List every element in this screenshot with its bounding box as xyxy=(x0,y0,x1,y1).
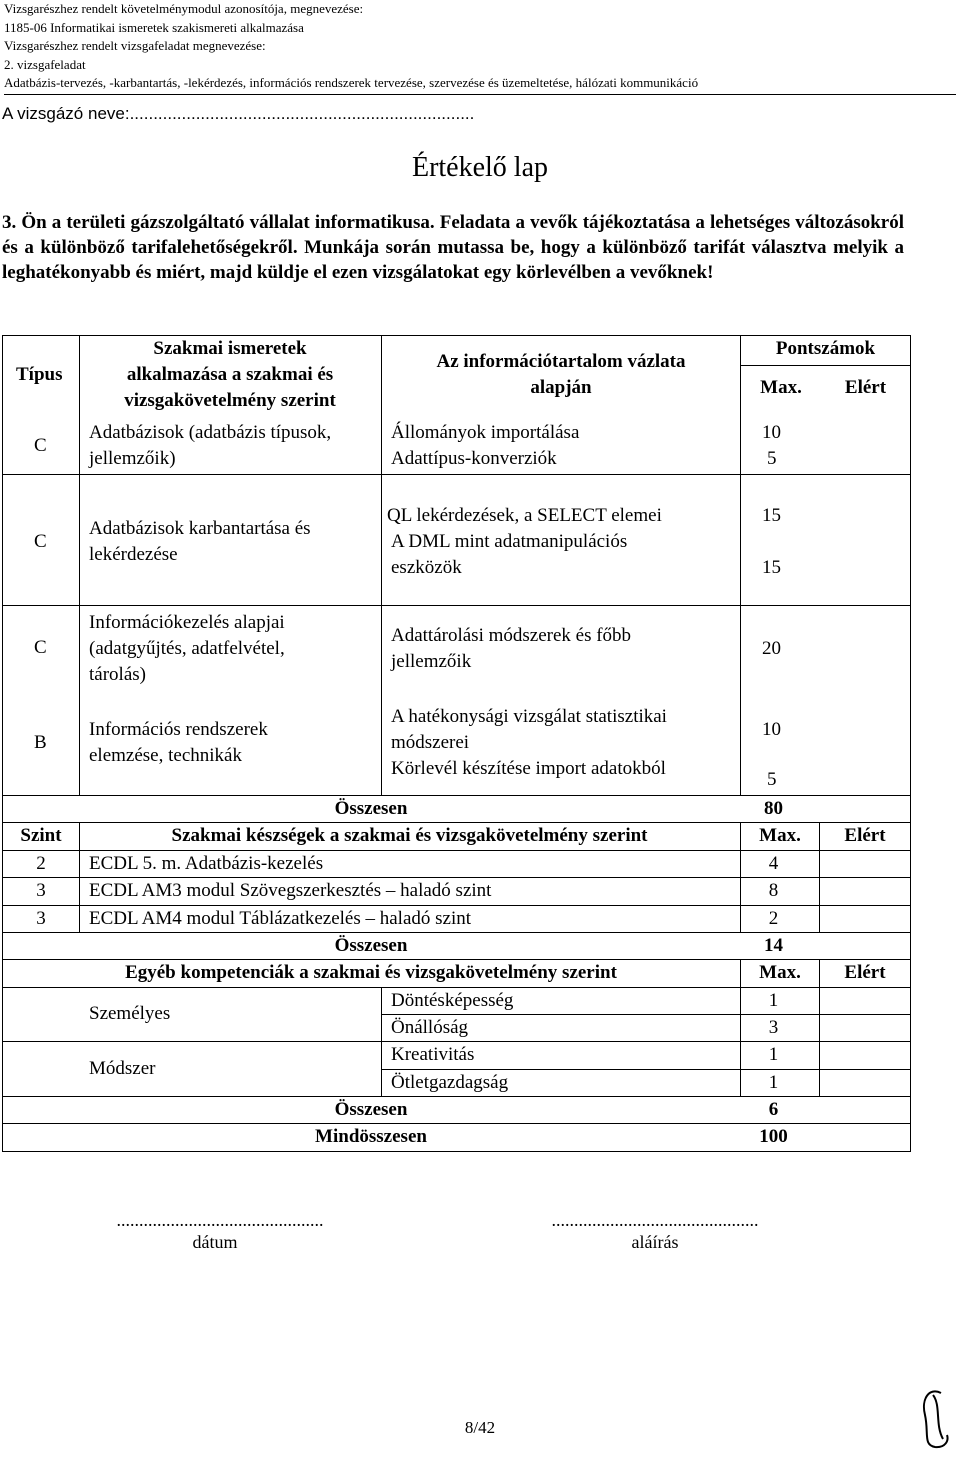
header-rule xyxy=(4,94,956,95)
table-line xyxy=(381,335,382,795)
signature-line: .............................................. xyxy=(551,1210,759,1230)
table-line xyxy=(2,1151,911,1152)
row-max: 15 xyxy=(762,505,781,526)
sum-label: Összesen xyxy=(334,1099,408,1120)
row-desc: Adatbázisok karbantartása és xyxy=(89,518,311,539)
col-header-pontszamok: Pontszámok xyxy=(775,338,876,359)
skill-max: 2 xyxy=(768,908,779,929)
competency-item: Ötletgazdagság xyxy=(391,1072,509,1093)
row-max: 15 xyxy=(762,557,781,578)
col-header-elert: Elért xyxy=(844,962,886,983)
col-header-szakmai: alkalmazása a szakmai és xyxy=(126,364,334,385)
col-header-szakmai: vizsgakövetelmény szerint xyxy=(124,390,336,411)
row-desc: Adatbázisok (adatbázis típusok, xyxy=(89,422,332,443)
competency-max: 1 xyxy=(768,1044,779,1065)
col-header-max: Max. xyxy=(759,962,801,983)
col-header-elert: Elért xyxy=(844,825,886,846)
table-line xyxy=(79,335,80,795)
skill-label: ECDL 5. m. Adatbázis-kezelés xyxy=(89,853,324,874)
sum-label: Összesen xyxy=(334,935,408,956)
total-label: Mindösszesen xyxy=(315,1126,427,1147)
row-desc: tárolás) xyxy=(89,664,146,685)
row-info: Körlevél készítése import adatokból xyxy=(391,758,666,779)
row-desc: elemzése, technikák xyxy=(89,745,242,766)
col-header-max: Max. xyxy=(760,377,802,398)
row-max: 10 xyxy=(762,719,781,740)
competency-max: 1 xyxy=(768,990,779,1011)
competency-group: Személyes xyxy=(89,1003,171,1024)
table-line xyxy=(910,335,911,1152)
col-header-info: Az információtartalom vázlata xyxy=(436,351,686,372)
row-max: 5 xyxy=(767,769,777,790)
skill-level: 2 xyxy=(36,853,46,874)
row-desc: jellemzőik) xyxy=(89,448,176,469)
row-tipus: C xyxy=(34,435,47,456)
row-desc: Információkezelés alapjai xyxy=(89,612,285,633)
header-line: Adatbázis-tervezés, -karbantartás, -lekérdezés, információs rendszerek tervezése, szervezése és üzemeltetése, hálózati kommunikáció xyxy=(4,75,699,90)
row-tipus: C xyxy=(34,637,47,658)
row-info: QL lekérdezések, a SELECT elemei xyxy=(387,505,662,526)
sum-value: 80 xyxy=(764,798,783,819)
sum-value: 6 xyxy=(768,1099,779,1120)
skill-label: ECDL AM4 modul Táblázatkezelés – haladó szint xyxy=(89,908,472,929)
col-header-szakmai: Szakmai ismeretek xyxy=(153,338,307,359)
task-description: 3. Ön a területi gázszolgáltató vállalat informatikusa. Feladata a vevők tájékoztatása a lehetséges változásokról és a különböző tarifalehetőségekről. Munkája során mutassa be, hogy a különböző tarifát választva melyik a leghatékonyabb és miért, majd küldje el ezen vizsgálatokat egy körlevélben a vevőknek! xyxy=(2,212,904,283)
skill-level: 3 xyxy=(36,908,46,929)
skill-max: 4 xyxy=(768,853,779,874)
header-line: 1185-06 Informatikai ismeretek szakismereti alkalmazása xyxy=(4,19,304,35)
table-line xyxy=(381,987,382,1096)
row-info: Állományok importálása xyxy=(391,422,580,443)
table-line xyxy=(2,335,3,1152)
header-line: Vizsgarészhez rendelt vizsgafeladat megnevezése: xyxy=(4,38,266,53)
competency-group: Módszer xyxy=(89,1058,156,1079)
sum-value: 14 xyxy=(764,935,783,956)
competency-item: Döntésképesség xyxy=(391,990,514,1011)
page-title: Értékelő lap xyxy=(411,152,549,183)
competency-item: Kreativitás xyxy=(391,1044,475,1065)
row-info: Adattípus-konverziók xyxy=(391,448,557,469)
row-info: A DML mint adatmanipulációs xyxy=(391,531,628,552)
row-desc: (adatgyűjtés, adatfelvétel, xyxy=(89,638,285,659)
col-header-max: Max. xyxy=(759,825,801,846)
document-header xyxy=(4,0,954,95)
skills-header: Szakmai készségek a szakmai és vizsgakövetelmény szerint xyxy=(171,825,648,846)
skill-level: 3 xyxy=(36,880,46,901)
row-tipus: B xyxy=(34,732,47,753)
sum-label: Összesen xyxy=(334,798,408,819)
table-line xyxy=(2,605,911,606)
row-desc: Információs rendszerek xyxy=(89,719,268,740)
examinee-name-field: A vizsgázó neve:......................................................................... xyxy=(2,104,475,123)
row-info: módszerei xyxy=(391,732,470,753)
col-header-elert: Elért xyxy=(844,377,887,398)
competency-item: Önállóság xyxy=(391,1017,469,1038)
col-header-szint: Szint xyxy=(20,825,62,846)
row-info: jellemzőik xyxy=(391,651,472,672)
header-line: Vizsgarészhez rendelt követelménymodul azonosítója, megnevezése: xyxy=(4,1,364,16)
signature-label: aláírás xyxy=(631,1232,679,1252)
date-label: dátum xyxy=(192,1232,238,1252)
row-tipus: C xyxy=(34,531,47,552)
table-line xyxy=(740,335,741,795)
col-header-info: alapján xyxy=(530,377,592,398)
total-value: 100 xyxy=(759,1126,788,1147)
skill-label: ECDL AM3 modul Szövegszerkesztés – haladó szint xyxy=(89,880,492,901)
row-max: 10 xyxy=(762,422,781,443)
competencies-header: Egyéb kompetenciák a szakmai és vizsgakövetelmény szerint xyxy=(125,962,617,983)
competency-max: 3 xyxy=(768,1017,779,1038)
competency-max: 1 xyxy=(768,1072,779,1093)
row-desc: lekérdezése xyxy=(89,544,178,565)
row-info: Adattárolási módszerek és főbb xyxy=(391,625,632,646)
row-info: eszközök xyxy=(391,557,462,578)
row-max: 20 xyxy=(762,638,781,659)
header-line: 2. vizsgafeladat xyxy=(4,56,86,72)
skill-max: 8 xyxy=(768,880,779,901)
date-line: .............................................. xyxy=(116,1210,324,1230)
table-line xyxy=(740,365,911,366)
row-info: A hatékonysági vizsgálat statisztikai xyxy=(391,706,667,727)
col-header-tipus: Típus xyxy=(16,364,63,385)
row-max: 5 xyxy=(767,448,777,469)
table-line xyxy=(2,474,911,475)
page-number: 8/42 xyxy=(464,1418,496,1437)
